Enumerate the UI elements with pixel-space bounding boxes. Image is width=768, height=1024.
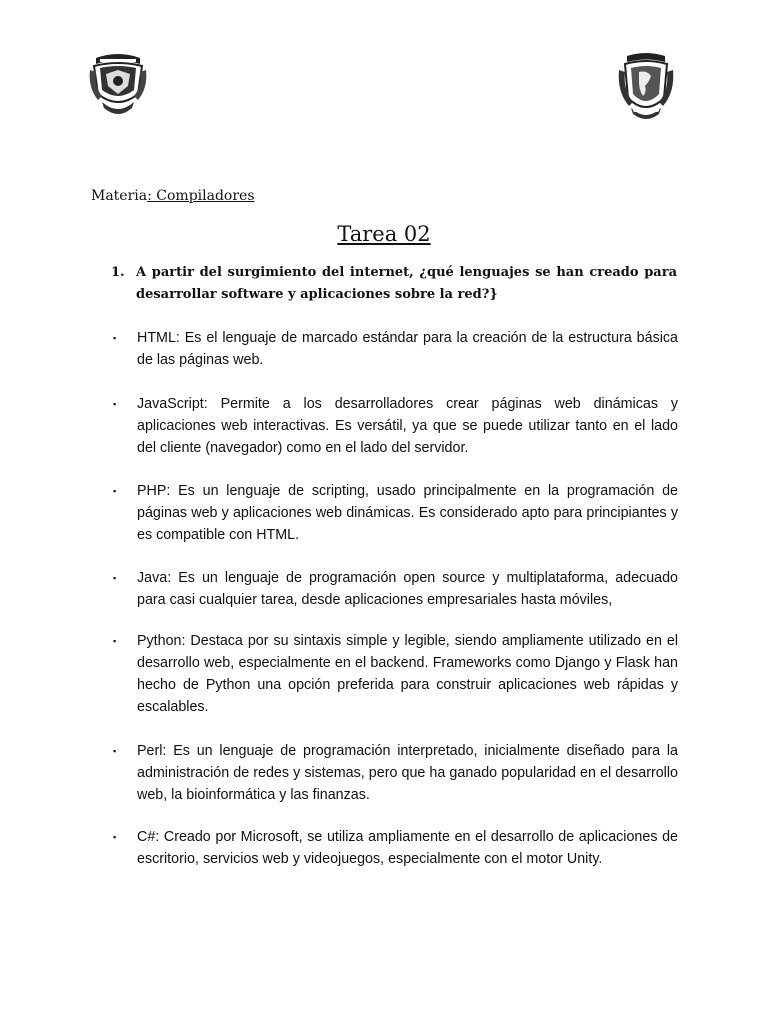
- subject-value: : Compiladores: [147, 188, 255, 204]
- list-item-text: C#: Creado por Microsoft, se utiliza ampliamente en el desarrollo de aplicaciones de escritorio, servicios web y videojuegos, especialmente con el motor Unity.: [137, 829, 678, 867]
- list-item-csharp: [112, 826, 678, 870]
- bullet-square-icon: ▪: [113, 333, 117, 343]
- page-title: [0, 222, 768, 246]
- bullet-square-icon: ▪: [113, 832, 117, 842]
- list-item-html: [112, 327, 678, 371]
- faculty-crest-icon: [88, 50, 148, 120]
- bullet-square-icon: ▪: [113, 399, 117, 409]
- list-item-text: JavaScript: Permite a los desarrolladores crear páginas web dinámicas y aplicaciones web interactivas. Es versátil, ya que se puede utilizar tanto en el lado del cliente (navegador) como en el lado del servidor.: [137, 396, 678, 456]
- list-item-perl: [112, 740, 678, 806]
- question-number: 1.: [111, 265, 125, 280]
- list-item-text: Java: Es un lenguaje de programación open source y multiplataforma, adecuado para casi cualquier tarea, desde aplicaciones empresariales hasta móviles,: [137, 570, 678, 608]
- list-item-php: [112, 480, 678, 546]
- list-item-java: [112, 567, 678, 611]
- page-title-text: Tarea 02: [337, 222, 431, 246]
- bullet-square-icon: ▪: [113, 486, 117, 496]
- list-item-text: HTML: Es el lenguaje de marcado estándar para la creación de la estructura básica de las páginas web.: [137, 330, 678, 368]
- bullet-square-icon: ▪: [113, 636, 117, 646]
- subject-line: [91, 188, 255, 204]
- question-1: [111, 262, 677, 306]
- bullet-square-icon: ▪: [113, 573, 117, 583]
- list-item-text: PHP: Es un lenguaje de scripting, usado principalmente en la programación de páginas web y aplicaciones web dinámicas. Es considerado apto para principiantes y es compatible con HTML.: [137, 483, 678, 543]
- bullet-square-icon: ▪: [113, 746, 117, 756]
- list-item-javascript: [112, 393, 678, 459]
- list-item-text: Python: Destaca por su sintaxis simple y legible, siendo ampliamente utilizado en el desarrollo web, especialmente en el backend. Frameworks como Django y Flask han hecho de Python una opción preferida para construir aplicaciones web rápidas y escalables.: [137, 633, 678, 715]
- list-item-text: Perl: Es un lenguaje de programación interpretado, inicialmente diseñado para la administración de redes y sistemas, pero que ha ganado popularidad en el desarrollo web, la bioinformática y las finanzas.: [137, 743, 678, 803]
- subject-label: Materia: [91, 188, 148, 204]
- question-text: A partir del surgimiento del internet, ¿qué lenguajes se han creado para desarrollar software y aplicaciones sobre la red?}: [136, 265, 677, 302]
- list-item-python: [112, 630, 678, 718]
- unam-crest-icon: [617, 52, 675, 124]
